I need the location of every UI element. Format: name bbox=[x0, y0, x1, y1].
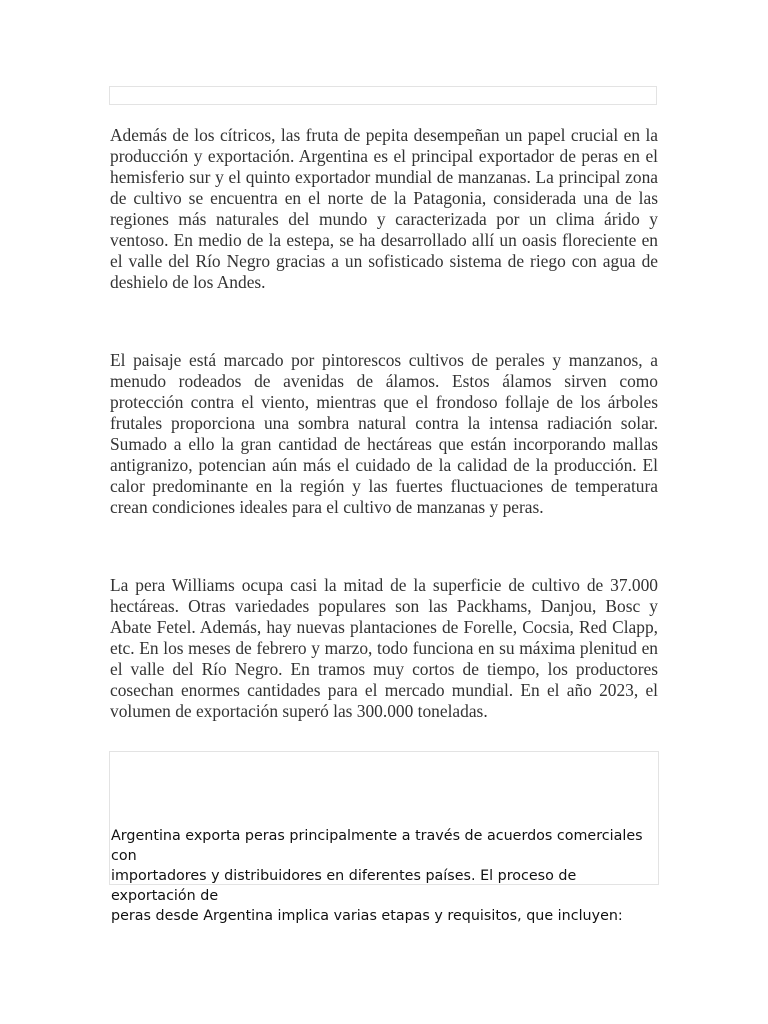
header-box bbox=[109, 86, 657, 105]
note-box bbox=[109, 751, 659, 924]
note-box-text: Argentina exporta peras principalmente a través de acuerdos comerciales con importadores y distribuidores en diferentes países. El proceso de exportación de peras desde Argentina implica varias etapas y requisitos, que incluyen: bbox=[111, 828, 643, 924]
paragraph-pear-varieties: La pera Williams ocupa casi la mitad de la superficie de cultivo de 37.000 hectáreas. Otras variedades populares son las Packhams, Danjou, Bosc y Abate Fetel. Además, hay nuevas plantaciones de Forelle, Cocsia, Red Clapp, etc. En los meses de febrero y marzo, todo funciona en su máxima plenitud en el valle del Río Negro. En tramos muy cortos de tiempo, los productores cosechan enormes cantidades para el mercado mundial. En el año 2023, el volumen de exportación superó las 300.000 toneladas. bbox=[110, 575, 658, 721]
paragraph-pome-fruits: Además de los cítricos, las fruta de pepita desempeñan un papel crucial en la producción y exportación. Argentina es el principal exportador de peras en el hemisferio sur y el quinto exportador mundial de manzanas. La principal zona de cultivo se encuentra en el norte de la Patagonia, considerada una de las regiones más naturales del mundo y caracterizada por un clima árido y ventoso. En medio de la estepa, se ha desarrollado allí un oasis floreciente en el valle del Río Negro gracias a un sofisticado sistema de riego con agua de deshielo de los Andes. bbox=[110, 125, 658, 292]
paragraph-landscape: El paisaje está marcado por pintorescos cultivos de perales y manzanos, a menudo rodeados de avenidas de álamos. Estos álamos sirven como protección contra el viento, mientras que el frondoso follaje de los árboles frutales proporciona una sombra natural contra la intensa radiación solar. Sumado a ello la gran cantidad de hectáreas que están incorporando mallas antigranizo, potencian aún más el cuidado de la calidad de la producción. El calor predominante en la región y las fuertes fluctuaciones de temperatura crean condiciones ideales para el cultivo de manzanas y peras. bbox=[110, 350, 658, 517]
